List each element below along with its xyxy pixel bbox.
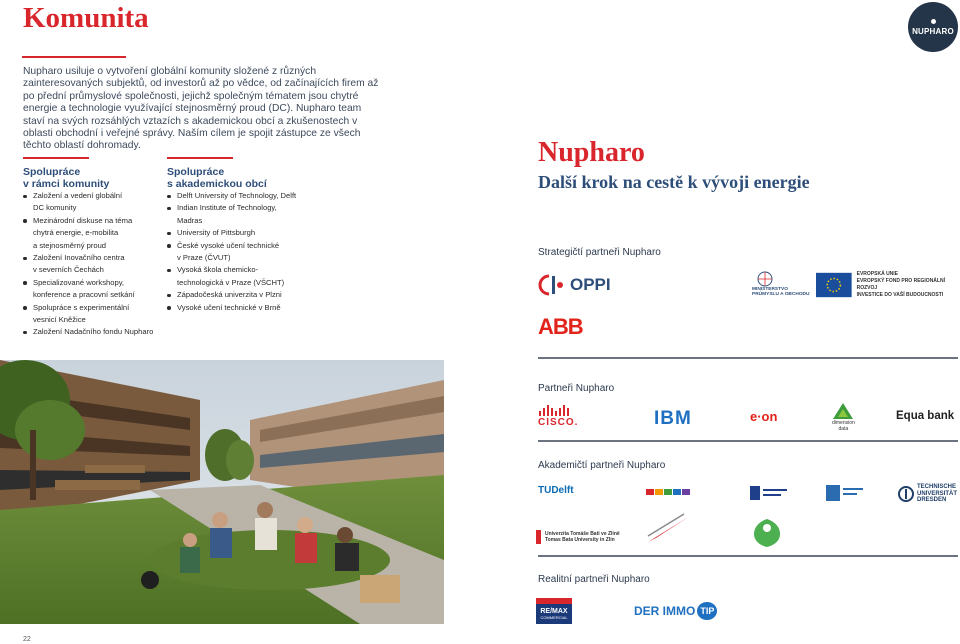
brand-heading: Nupharo [538, 137, 645, 168]
page-title: Komunita [23, 2, 149, 34]
utb-mark-icon [536, 530, 542, 544]
swoosh-icon [646, 512, 692, 546]
partners-label: Partneři Nupharo [538, 383, 615, 394]
eu-flag-icon [816, 272, 852, 298]
list-item: DC komunity [33, 203, 77, 213]
university-lion-icon [826, 484, 864, 502]
list-item: v severních Čechách [33, 265, 104, 275]
list-item: Západočeská univerzita v Plzni [167, 289, 296, 301]
utb-zlin-logo: Univerzita Tomáše Bati ve Zlíně Tomas Bata University in Zlín [536, 530, 620, 544]
equa-bank-logo: Equa bank [896, 410, 955, 422]
remax-logo: RE/MAX COMMERCIAL [536, 598, 572, 624]
list-item: Založení Nadačního fondu Nupharo [23, 326, 153, 338]
title-divider [22, 56, 126, 58]
col2-title: Spolupráce s akademickou obcí [167, 166, 267, 190]
mpo-logo: MINISTERSTVO PRŮMYSLU A OBCHODU [752, 271, 809, 297]
tudelft-logo: TUDelft [538, 485, 574, 496]
col1-divider [23, 157, 89, 159]
badge-dot [931, 19, 936, 24]
list-item: vesnicí Kněžice [33, 315, 86, 325]
nupharo-badge-logo [908, 2, 958, 52]
page-number: 22 [23, 636, 31, 643]
campus-photo [0, 360, 444, 624]
academic-logo-2 [646, 489, 690, 495]
list-item: Vysoké učení technické v Brně [167, 302, 296, 314]
col1-title: Spolupráce v rámci komunity [23, 166, 110, 190]
tu-dresden-logo: TECHNISCHE UNIVERSITÄT DRESDEN [898, 484, 957, 504]
academic-logo-swoosh [646, 512, 692, 546]
cisco-logo: CISCO. [538, 405, 578, 428]
academic-logo-3 [750, 484, 788, 502]
university-crest-icon [750, 484, 788, 502]
section-divider [538, 357, 958, 359]
academic-partners-label: Akademičtí partneři Nupharo [538, 460, 666, 471]
list-item: technologická v Praze (VŠCHT) [177, 277, 285, 287]
list-item: chytrá energie, e-mobilita [33, 228, 119, 238]
col2-divider [167, 157, 233, 159]
dimension-triangle-icon [832, 402, 854, 420]
real-estate-partners-label: Realitní partneři Nupharo [538, 574, 650, 585]
strategic-partners-label: Strategičtí partneři Nupharo [538, 247, 661, 258]
abb-logo: ABB [538, 314, 583, 339]
dimension-data-logo: dimension data [832, 402, 855, 432]
list-item: Spolupráce s experimentální [23, 302, 153, 314]
list-item: Specializované workshopy, [23, 277, 153, 289]
ibm-logo: IBM [654, 408, 692, 429]
tud-circle-icon [898, 486, 914, 502]
list-item: Založení Inovačního centra [23, 252, 153, 264]
academic-logo-4 [826, 484, 864, 502]
list-item: Mezinárodní diskuse na téma [23, 215, 153, 227]
list-item: konference a pracovní setkání [33, 290, 135, 300]
intro-paragraph: Nupharo usiluje o vytvoření globální komunity složené z různých zainteresovaných subjektů, od investorů až po vědce, od začínajících firem až po přední průmyslové společnosti, jejichž společným tématem jsou chytré energie a technologie využívající stejnosměrný proud (DC). Nupharo team staví na svých rozsáhlých vztazích s akademickou obcí a zkušenostech v oblasti obchodní i veřejné správy. Naším cílem je spojit zástupce ze všech těchto oblastí dohromady. [23, 66, 379, 152]
cisco-bars-icon [538, 405, 572, 417]
brand-tagline: Další krok na cestě k vývoji energie [538, 172, 810, 192]
list-item: v Praze (ČVUT) [177, 253, 231, 263]
list-item: Delft University of Technology, Delft [167, 190, 296, 202]
list-item: Vysoká škola chemicko- [167, 264, 296, 276]
eon-logo: e·on [750, 409, 778, 424]
list-item: Indian Institute of Technology, [167, 202, 296, 214]
oppi-logo: OPPI [538, 274, 611, 296]
mpo-globe-icon [752, 271, 778, 287]
list-item: University of Pittsburgh [167, 227, 296, 239]
section-divider [538, 440, 958, 442]
oppi-symbol-icon [538, 274, 564, 296]
list-item: České vysoké učení technické [167, 240, 296, 252]
col1-list [23, 190, 153, 339]
green-shield-icon [752, 518, 782, 548]
section-divider [538, 555, 958, 557]
der-immo-tip-logo: DER IMMO TIP [634, 602, 717, 620]
academic-logo-shield [752, 518, 782, 548]
col2-list [167, 190, 296, 314]
color-stripe-icon [646, 489, 690, 495]
list-item: Založení a vedení globální [23, 190, 153, 202]
eu-fund-logo: EVROPSKÁ UNIE EVROPSKÝ FOND PRO REGIONÁLNÍ ROZVOJ INVESTICE DO VAŠÍ BUDOUCNOSTI [816, 271, 960, 299]
list-item: Madras [177, 215, 203, 225]
campus-illustration [0, 360, 444, 624]
list-item: a stejnosměrný proud [33, 240, 107, 250]
badge-label: NUPHARO [912, 26, 954, 36]
